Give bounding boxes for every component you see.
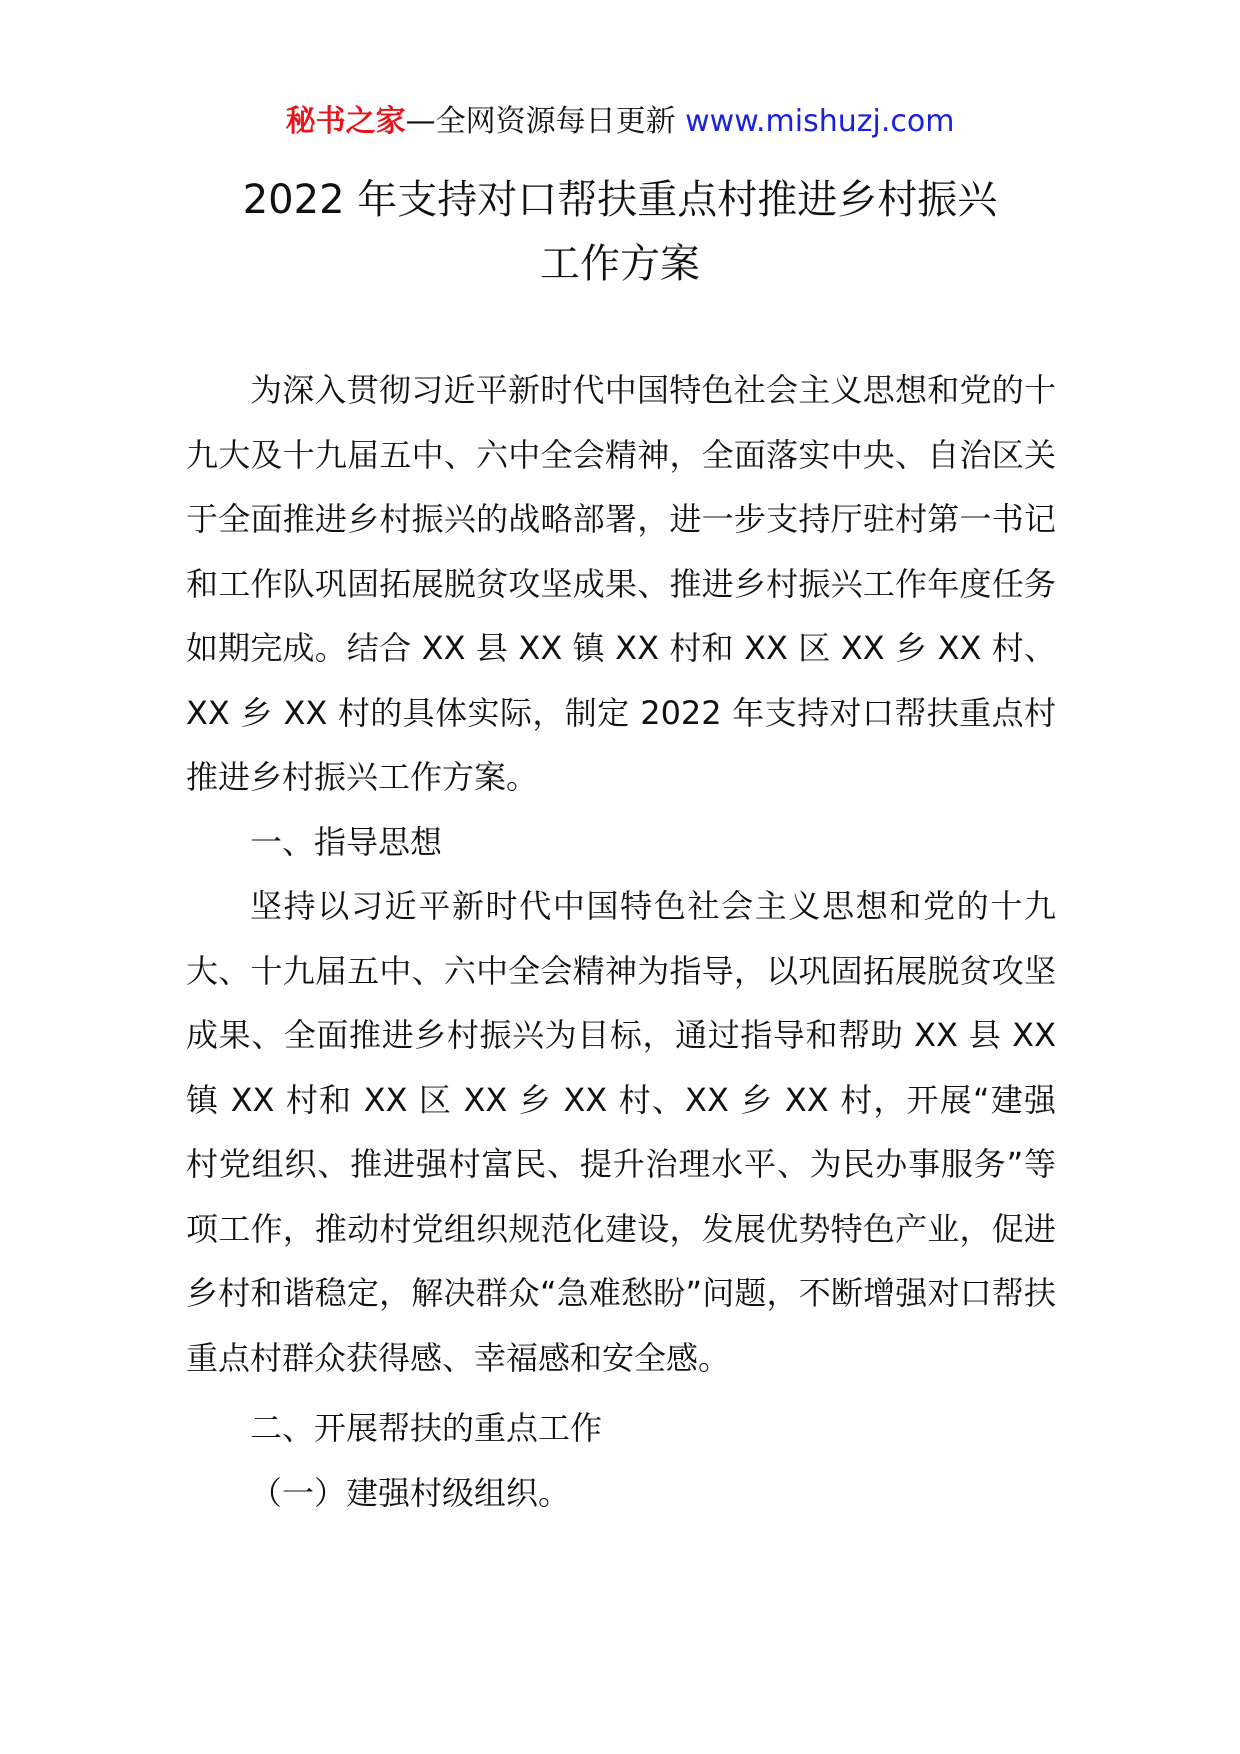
subsection-1-heading: （一）建强村级组织。: [250, 1473, 571, 1512]
site-header: [0, 102, 1240, 142]
section-1-paragraph: 坚持以习近平新时代中国特色社会主义思想和党的十九大、十九届五中、六中全会精神为指导，以巩固拓展脱贫攻坚成果、全面推进乡村振兴为目标，通过指导和帮助 XX 县 XX 镇 XX 村和 XX 区 XX 乡 XX 村、XX 乡 XX 村，开展“建强村党组织、推进强村富民、提升治理水平、为民办事服务”等项工作，推动村党组织规范化建设，发展优势特色产业，促进乡村和谐稳定，解决群众“急难愁盼”问题，不断增强对口帮扶重点村群众获得感、幸福感和安全感。: [186, 887, 1056, 1377]
section-1-heading: 一、指导思想: [250, 822, 443, 861]
site-url-link[interactable]: www.mishuzj.com: [685, 104, 955, 139]
document-title-line-2: 工作方案: [540, 241, 700, 287]
intro-paragraph: 为深入贯彻习近平新时代中国特色社会主义思想和党的十九大及十九届五中、六中全会精神，全面落实中央、自治区关于全面推进乡村振兴的战略部署，进一步支持厅驻村第一书记和工作队巩固拓展脱贫攻坚成果、推进乡村振兴工作年度任务如期完成。结合 XX 县 XX 镇 XX 村和 XX 区 XX 乡 XX 村、XX 乡 XX 村的具体实际，制定 2022 年支持对口帮扶重点村推进乡村振兴工作方案。: [186, 371, 1056, 796]
brand-name: 秘书之家: [285, 104, 406, 139]
document-title: [140, 168, 1100, 296]
section-2-heading: 二、开展帮扶的重点工作: [250, 1409, 603, 1447]
document-body: [186, 358, 1056, 1525]
document-title-line-1: 2022 年支持对口帮扶重点村推进乡村振兴: [242, 177, 998, 223]
header-slogan: —全网资源每日更新: [405, 104, 676, 139]
